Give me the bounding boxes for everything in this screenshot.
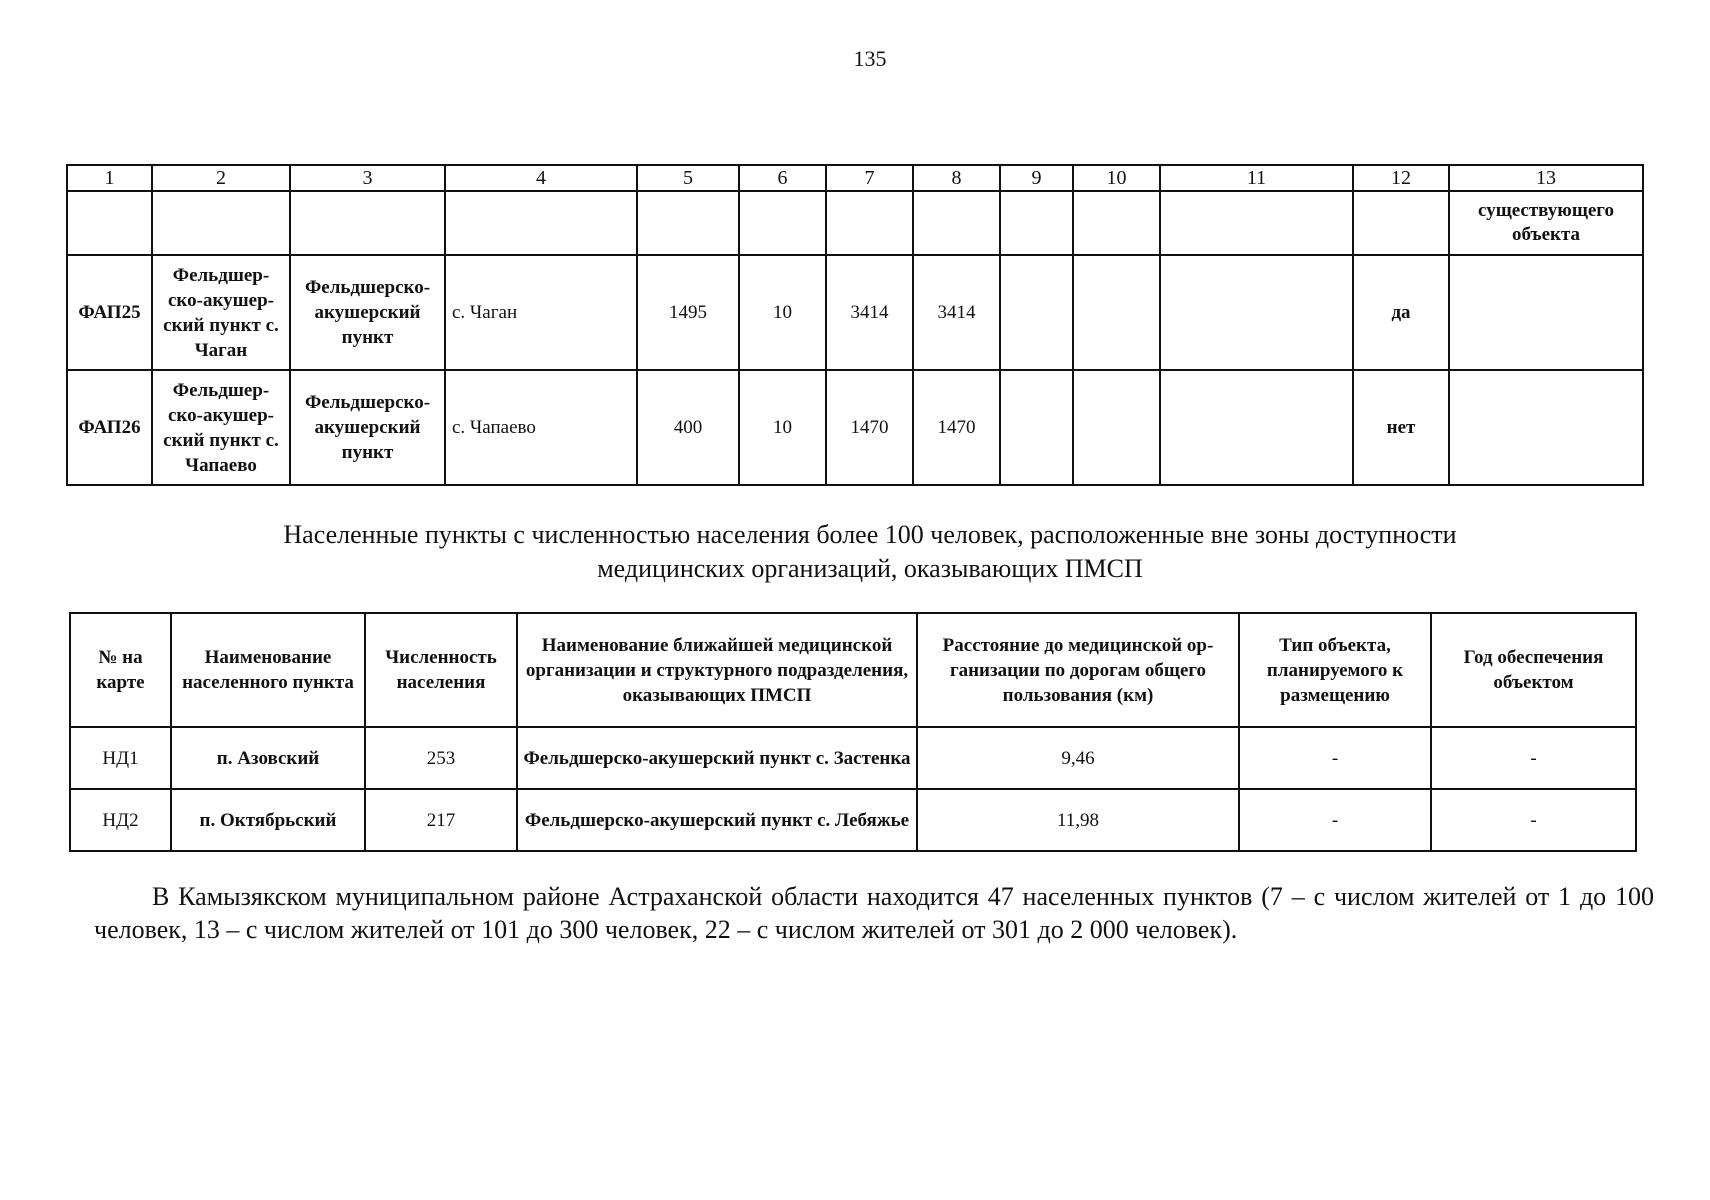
facility-code: ФАП25 bbox=[67, 255, 152, 370]
facility-value-7: 1470 bbox=[826, 370, 913, 485]
column-number: 7 bbox=[826, 165, 913, 191]
provision-year: - bbox=[1431, 727, 1636, 789]
settlement-population: 217 bbox=[365, 789, 517, 851]
facility-location: с. Чапаево bbox=[445, 370, 637, 485]
facility-name: Фельдшер-ско-акушер-ский пункт с. Чапаево bbox=[152, 370, 290, 485]
facility-value-13 bbox=[1449, 370, 1643, 485]
provision-year: - bbox=[1431, 789, 1636, 851]
table-row bbox=[67, 255, 1643, 370]
nearest-organization: Фельдшерско-акушерский пункт с. Застенка bbox=[517, 727, 917, 789]
facility-value-13 bbox=[1449, 255, 1643, 370]
header-population: Численность населения bbox=[365, 613, 517, 727]
section-title bbox=[0, 518, 1710, 586]
header-map-number: № на карте bbox=[70, 613, 171, 727]
facility-value-7: 3414 bbox=[826, 255, 913, 370]
facility-value-11 bbox=[1160, 370, 1353, 485]
column-number: 13 bbox=[1449, 165, 1643, 191]
facility-value-6: 10 bbox=[739, 370, 826, 485]
section-title-line-2: медицинских организаций, оказывающих ПМСП bbox=[597, 554, 1143, 583]
header-existing-object: существующего объекта bbox=[1449, 191, 1643, 255]
settlement-id: НД1 bbox=[70, 727, 171, 789]
facilities-table bbox=[66, 164, 1644, 486]
facility-value-5: 1495 bbox=[637, 255, 739, 370]
distance-km: 9,46 bbox=[917, 727, 1239, 789]
column-number: 11 bbox=[1160, 165, 1353, 191]
column-number: 5 bbox=[637, 165, 739, 191]
header-distance: Расстояние до медицинской ор-ганизации по дорогам общего пользования (км) bbox=[917, 613, 1239, 727]
column-number: 3 bbox=[290, 165, 445, 191]
facility-value-5: 400 bbox=[637, 370, 739, 485]
column-number: 12 bbox=[1353, 165, 1449, 191]
column-number: 2 bbox=[152, 165, 290, 191]
table-row bbox=[70, 727, 1636, 789]
table-row bbox=[67, 370, 1643, 485]
settlements-table bbox=[69, 612, 1637, 852]
column-number: 6 bbox=[739, 165, 826, 191]
settlement-name: п. Октябрьский bbox=[171, 789, 365, 851]
distance-km: 11,98 bbox=[917, 789, 1239, 851]
facility-value-9 bbox=[1000, 255, 1073, 370]
column-number: 1 bbox=[67, 165, 152, 191]
header-continuation-row bbox=[67, 191, 1643, 255]
settlement-id: НД2 bbox=[70, 789, 171, 851]
facility-value-12: нет bbox=[1353, 370, 1449, 485]
table-header-row bbox=[70, 613, 1636, 727]
facility-value-10 bbox=[1073, 255, 1160, 370]
facility-value-10 bbox=[1073, 370, 1160, 485]
object-type: - bbox=[1239, 789, 1431, 851]
settlement-population: 253 bbox=[365, 727, 517, 789]
facility-code: ФАП26 bbox=[67, 370, 152, 485]
facility-type: Фельдшерско-акушерский пункт bbox=[290, 370, 445, 485]
header-nearest-organization: Наименование ближайшей медицинской организации и структурного подразделения, оказывающих ПМСП bbox=[517, 613, 917, 727]
column-number-row bbox=[67, 165, 1643, 191]
facility-value-12: да bbox=[1353, 255, 1449, 370]
column-number: 4 bbox=[445, 165, 637, 191]
column-number: 9 bbox=[1000, 165, 1073, 191]
facility-value-8: 3414 bbox=[913, 255, 1000, 370]
section-title-line-1: Населенные пункты с численностью населения более 100 человек, расположенные вне зоны доступности bbox=[283, 520, 1457, 549]
header-object-type: Тип объекта, планируемого к размещению bbox=[1239, 613, 1431, 727]
page-number: 135 bbox=[853, 46, 887, 71]
facility-value-8: 1470 bbox=[913, 370, 1000, 485]
nearest-organization: Фельдшерско-акушерский пункт с. Лебяжье bbox=[517, 789, 917, 851]
header-settlement-name: Наименование населенного пункта bbox=[171, 613, 365, 727]
facility-value-6: 10 bbox=[739, 255, 826, 370]
facility-location: с. Чаган bbox=[445, 255, 637, 370]
summary-paragraph: В Камызякском муниципальном районе Астраханской области находится 47 населенных пунктов (7 – с числом жителей от 1 до 100 человек, 13 – с числом жителей от 101 до 300 человек, 22 – с числом жителей от 301 до 2 000 человек). bbox=[94, 882, 1654, 944]
facility-type: Фельдшерско-акушерский пункт bbox=[290, 255, 445, 370]
table-row bbox=[70, 789, 1636, 851]
facility-name: Фельдшер-ско-акушер-ский пункт с. Чаган bbox=[152, 255, 290, 370]
column-number: 8 bbox=[913, 165, 1000, 191]
header-year: Год обеспечения объектом bbox=[1431, 613, 1636, 727]
column-number: 10 bbox=[1073, 165, 1160, 191]
settlement-name: п. Азовский bbox=[171, 727, 365, 789]
facility-value-9 bbox=[1000, 370, 1073, 485]
object-type: - bbox=[1239, 727, 1431, 789]
facility-value-11 bbox=[1160, 255, 1353, 370]
